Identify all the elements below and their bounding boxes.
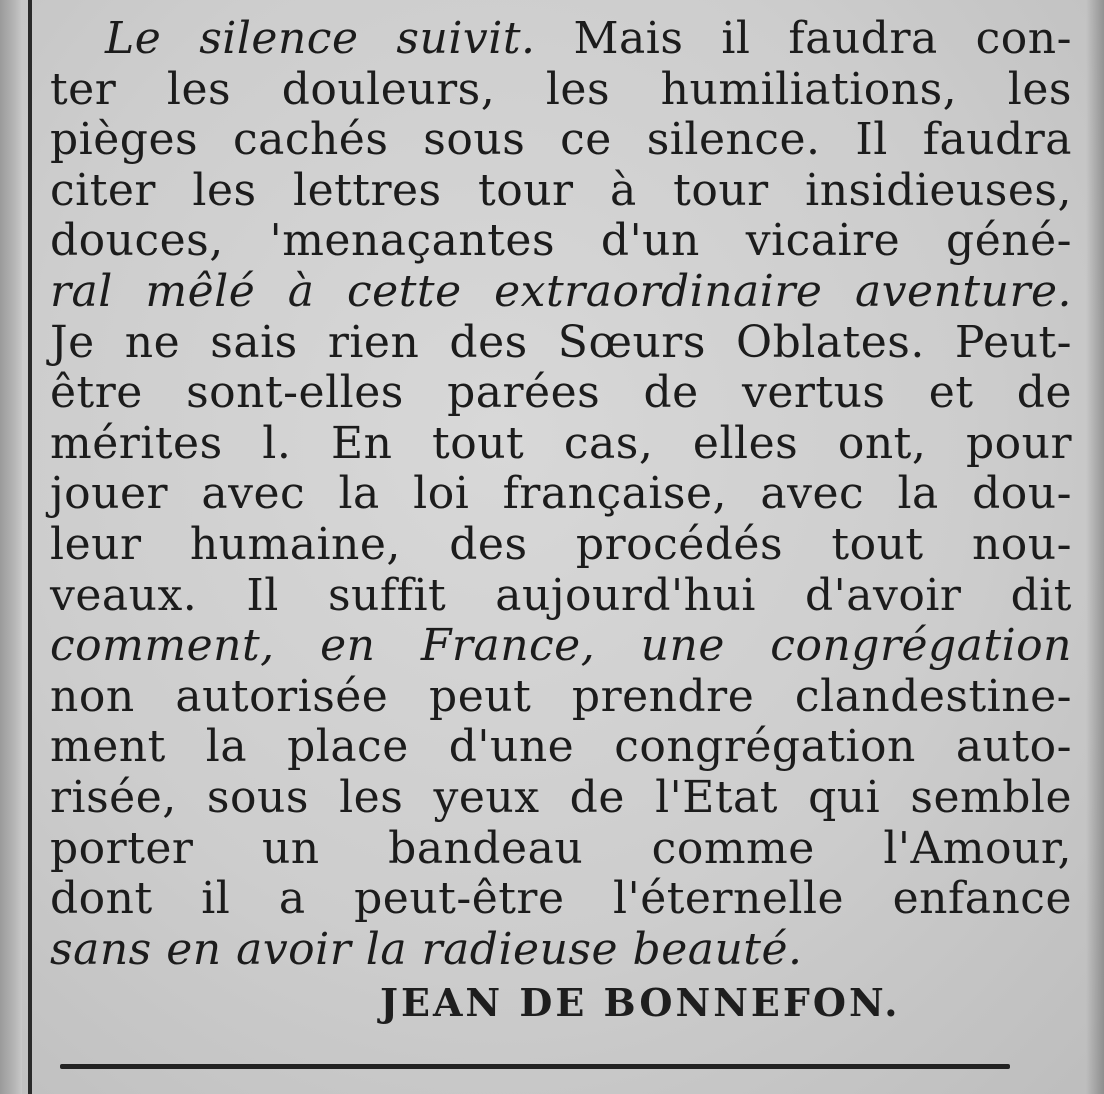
article-line-13 xyxy=(50,621,1072,672)
page-margin xyxy=(0,0,22,1094)
article-line-12: veaux. Il suffit aujourd'hui d'avoir dit xyxy=(50,569,1072,621)
italic-line: ral mêlé à cette extraordinaire aventure. xyxy=(50,265,1072,317)
article-line-4: citer les lettres tour à tour insidieuses, xyxy=(50,164,1072,216)
article-line-15: ment la place d'une congrégation auto- xyxy=(50,721,1072,773)
article-line-18: dont il a peut-être l'éternelle enfance xyxy=(50,873,1072,925)
article-body xyxy=(50,14,1072,975)
article-line-6 xyxy=(50,267,1072,318)
italic-line: comment, en France, une congrégation xyxy=(50,620,1072,672)
article-line-3: pièges cachés sous ce silence. Il faudra xyxy=(50,114,1072,166)
line-rest: Mais il faudra con- xyxy=(535,13,1072,64)
article-line-1 xyxy=(50,14,1072,65)
article-line-8: être sont-elles parées de vertus et de xyxy=(50,367,1072,419)
article-line-17: porter un bandeau comme l'Amour, xyxy=(50,822,1072,874)
end-rule xyxy=(60,1064,1010,1069)
author-signature: JEAN DE BONNEFON. xyxy=(380,980,901,1025)
italic-lead: Le silence suivit. xyxy=(105,13,536,64)
article-line-2: ter les douleurs, les humiliations, les xyxy=(50,63,1072,115)
page-edge-shadow xyxy=(1086,0,1104,1094)
column-rule xyxy=(28,0,32,1094)
article-line-14: non autorisée peut prendre clandestine- xyxy=(50,670,1072,722)
article-line-11: leur humaine, des procédés tout nou- xyxy=(50,518,1072,570)
article-line-9: mérites l. En tout cas, elles ont, pour xyxy=(50,417,1072,469)
article-line-10: jouer avec la loi française, avec la dou- xyxy=(50,468,1072,520)
article-line-7: Je ne sais rien des Sœurs Oblates. Peut- xyxy=(50,316,1072,368)
article-line-16: risée, sous les yeux de l'Etat qui semble xyxy=(50,771,1072,823)
article-line-19 xyxy=(50,925,1072,976)
article-line-5: douces, 'menaçantes d'un vicaire géné- xyxy=(50,215,1072,267)
italic-line: sans en avoir la radieuse beauté. xyxy=(50,923,803,975)
